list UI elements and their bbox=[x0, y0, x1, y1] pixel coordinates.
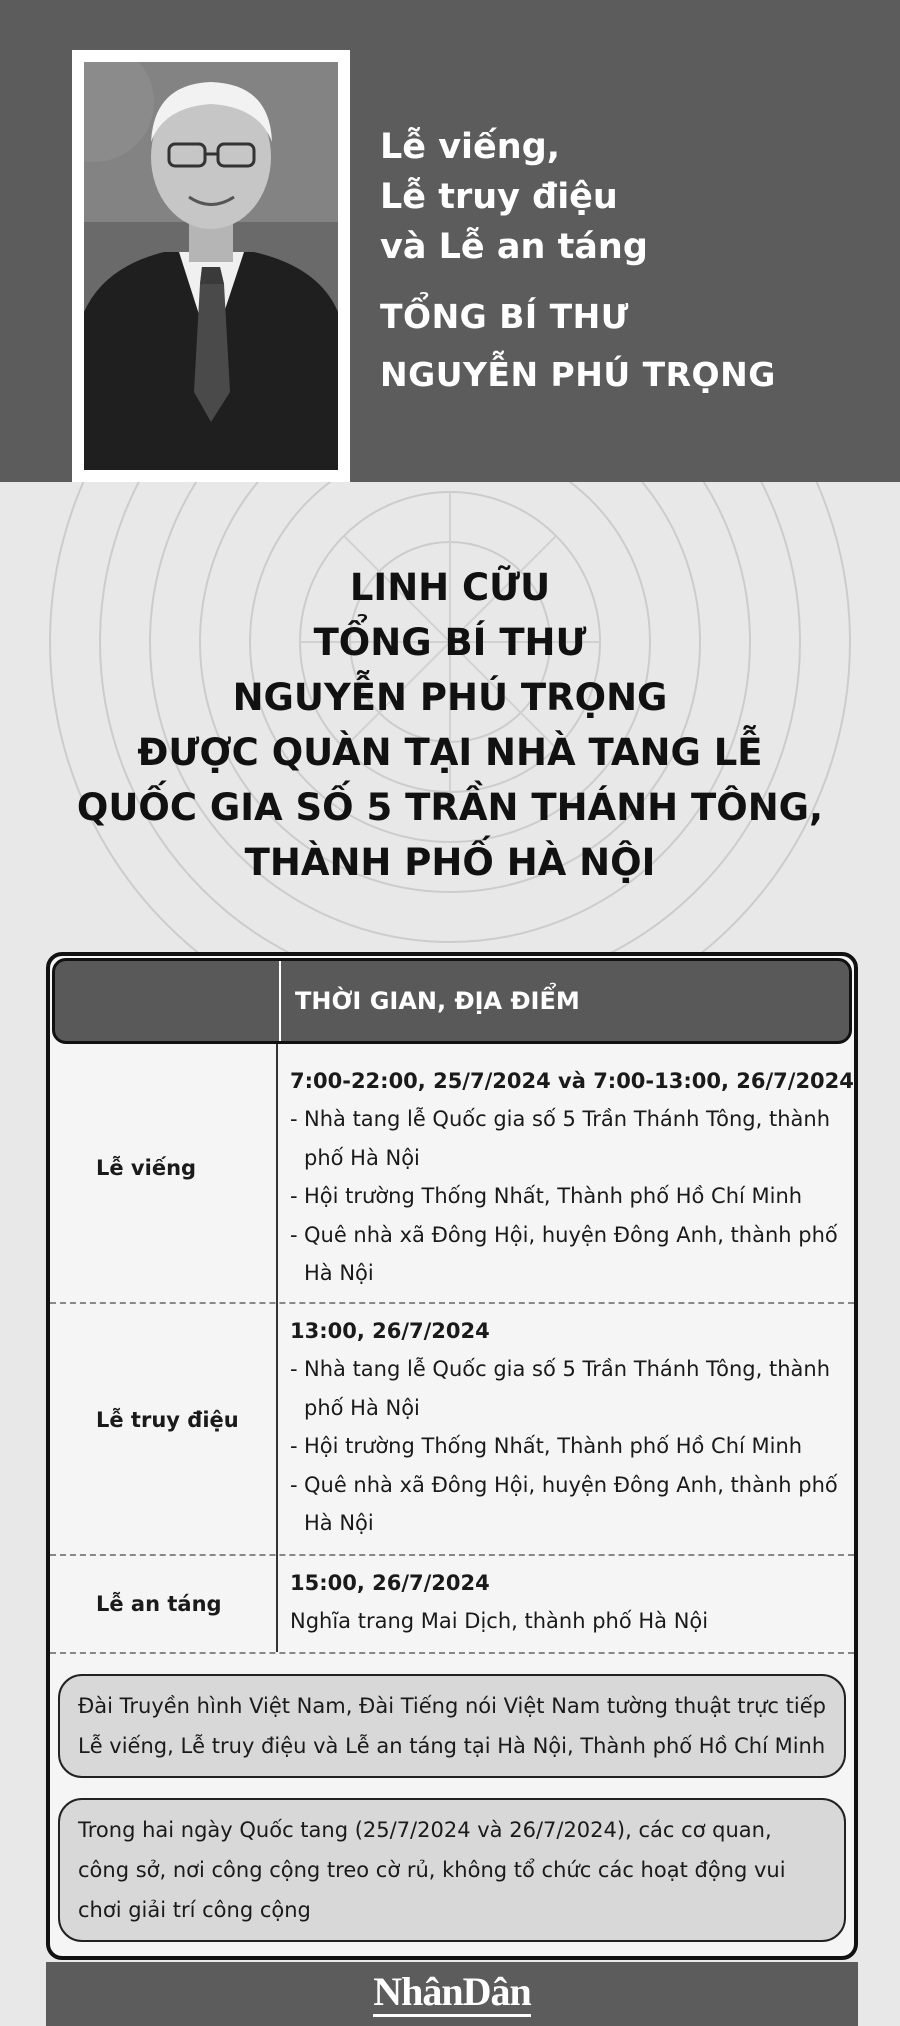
list-item: - Quê nhà xã Đông Hội, huyện Đông Anh, thành phố Hà Nội bbox=[290, 1216, 850, 1293]
header-title-2: NGUYỄN PHÚ TRỌNG bbox=[380, 355, 776, 394]
table-header bbox=[52, 958, 852, 1044]
row-items-le-an-tang bbox=[290, 1602, 850, 1641]
row-label-le-truy-dieu: Lễ truy điệu bbox=[96, 1408, 239, 1432]
header-line-2: Lễ truy điệu bbox=[380, 177, 618, 217]
list-item: - Nhà tang lễ Quốc gia số 5 Trần Thánh Tông, thành phố Hà Nội bbox=[290, 1100, 850, 1177]
list-item: - Hội trường Thống Nhất, Thành phố Hồ Chí Minh bbox=[290, 1177, 850, 1216]
row-separator bbox=[50, 1302, 854, 1304]
row-items-le-vieng bbox=[290, 1100, 850, 1293]
headline-line-4: ĐƯỢC QUÀN TẠI NHÀ TANG LỄ bbox=[137, 731, 763, 774]
row-items-le-truy-dieu bbox=[290, 1350, 850, 1543]
header-line-1: Lễ viếng, bbox=[380, 127, 561, 167]
row-time-le-truy-dieu: 13:00, 26/7/2024 bbox=[290, 1319, 490, 1343]
headline-line-6: THÀNH PHỐ HÀ NỘI bbox=[244, 841, 656, 884]
portrait-frame bbox=[72, 50, 350, 482]
table-header-divider bbox=[279, 961, 281, 1041]
header-text bbox=[380, 122, 880, 404]
row-time-le-vieng: 7:00-22:00, 25/7/2024 và 7:00-13:00, 26/7/2024 bbox=[290, 1069, 854, 1093]
header-banner bbox=[0, 0, 900, 482]
list-item: - Quê nhà xã Đông Hội, huyện Đông Anh, thành phố Hà Nội bbox=[290, 1466, 850, 1543]
portrait-photo bbox=[84, 62, 338, 470]
schedule-box bbox=[46, 952, 858, 1960]
row-label-le-vieng: Lễ viếng bbox=[96, 1156, 197, 1180]
nhandan-logo: NhânDân bbox=[373, 1972, 531, 2017]
list-item: Nghĩa trang Mai Dịch, thành phố Hà Nội bbox=[290, 1609, 709, 1633]
mourning-note: Trong hai ngày Quốc tang (25/7/2024 và 26/7/2024), các cơ quan, công sở, nơi công cộng treo cờ rủ, không tổ chức các hoạt động vui chơi giải trí công cộng bbox=[58, 1798, 846, 1942]
list-item: - Nhà tang lễ Quốc gia số 5 Trần Thánh Tông, thành phố Hà Nội bbox=[290, 1350, 850, 1427]
row-separator bbox=[50, 1554, 854, 1556]
table-header-title: THỜI GIAN, ĐỊA ĐIỂM bbox=[295, 987, 580, 1015]
row-separator bbox=[50, 1652, 854, 1654]
footer bbox=[46, 1962, 858, 2026]
row-label-le-an-tang: Lễ an táng bbox=[96, 1592, 222, 1616]
header-title-1: TỔNG BÍ THƯ bbox=[380, 297, 629, 336]
headline-line-3: NGUYỄN PHÚ TRỌNG bbox=[232, 676, 668, 719]
table-column-divider bbox=[276, 1044, 278, 1652]
header-line-3: và Lễ an táng bbox=[380, 227, 648, 267]
row-time-le-an-tang: 15:00, 26/7/2024 bbox=[290, 1571, 490, 1595]
broadcast-note: Đài Truyền hình Việt Nam, Đài Tiếng nói Việt Nam tường thuật trực tiếp Lễ viếng, Lễ truy điệu và Lễ an táng tại Hà Nội, Thành phố Hồ Chí Minh bbox=[58, 1674, 846, 1778]
headline-line-2: TỔNG BÍ THƯ bbox=[313, 621, 587, 664]
headline-line-5: QUỐC GIA SỐ 5 TRẦN THÁNH TÔNG, bbox=[76, 786, 824, 829]
headline bbox=[0, 560, 900, 890]
headline-line-1: LINH CỮU bbox=[349, 566, 551, 609]
list-item: - Hội trường Thống Nhất, Thành phố Hồ Chí Minh bbox=[290, 1427, 850, 1466]
